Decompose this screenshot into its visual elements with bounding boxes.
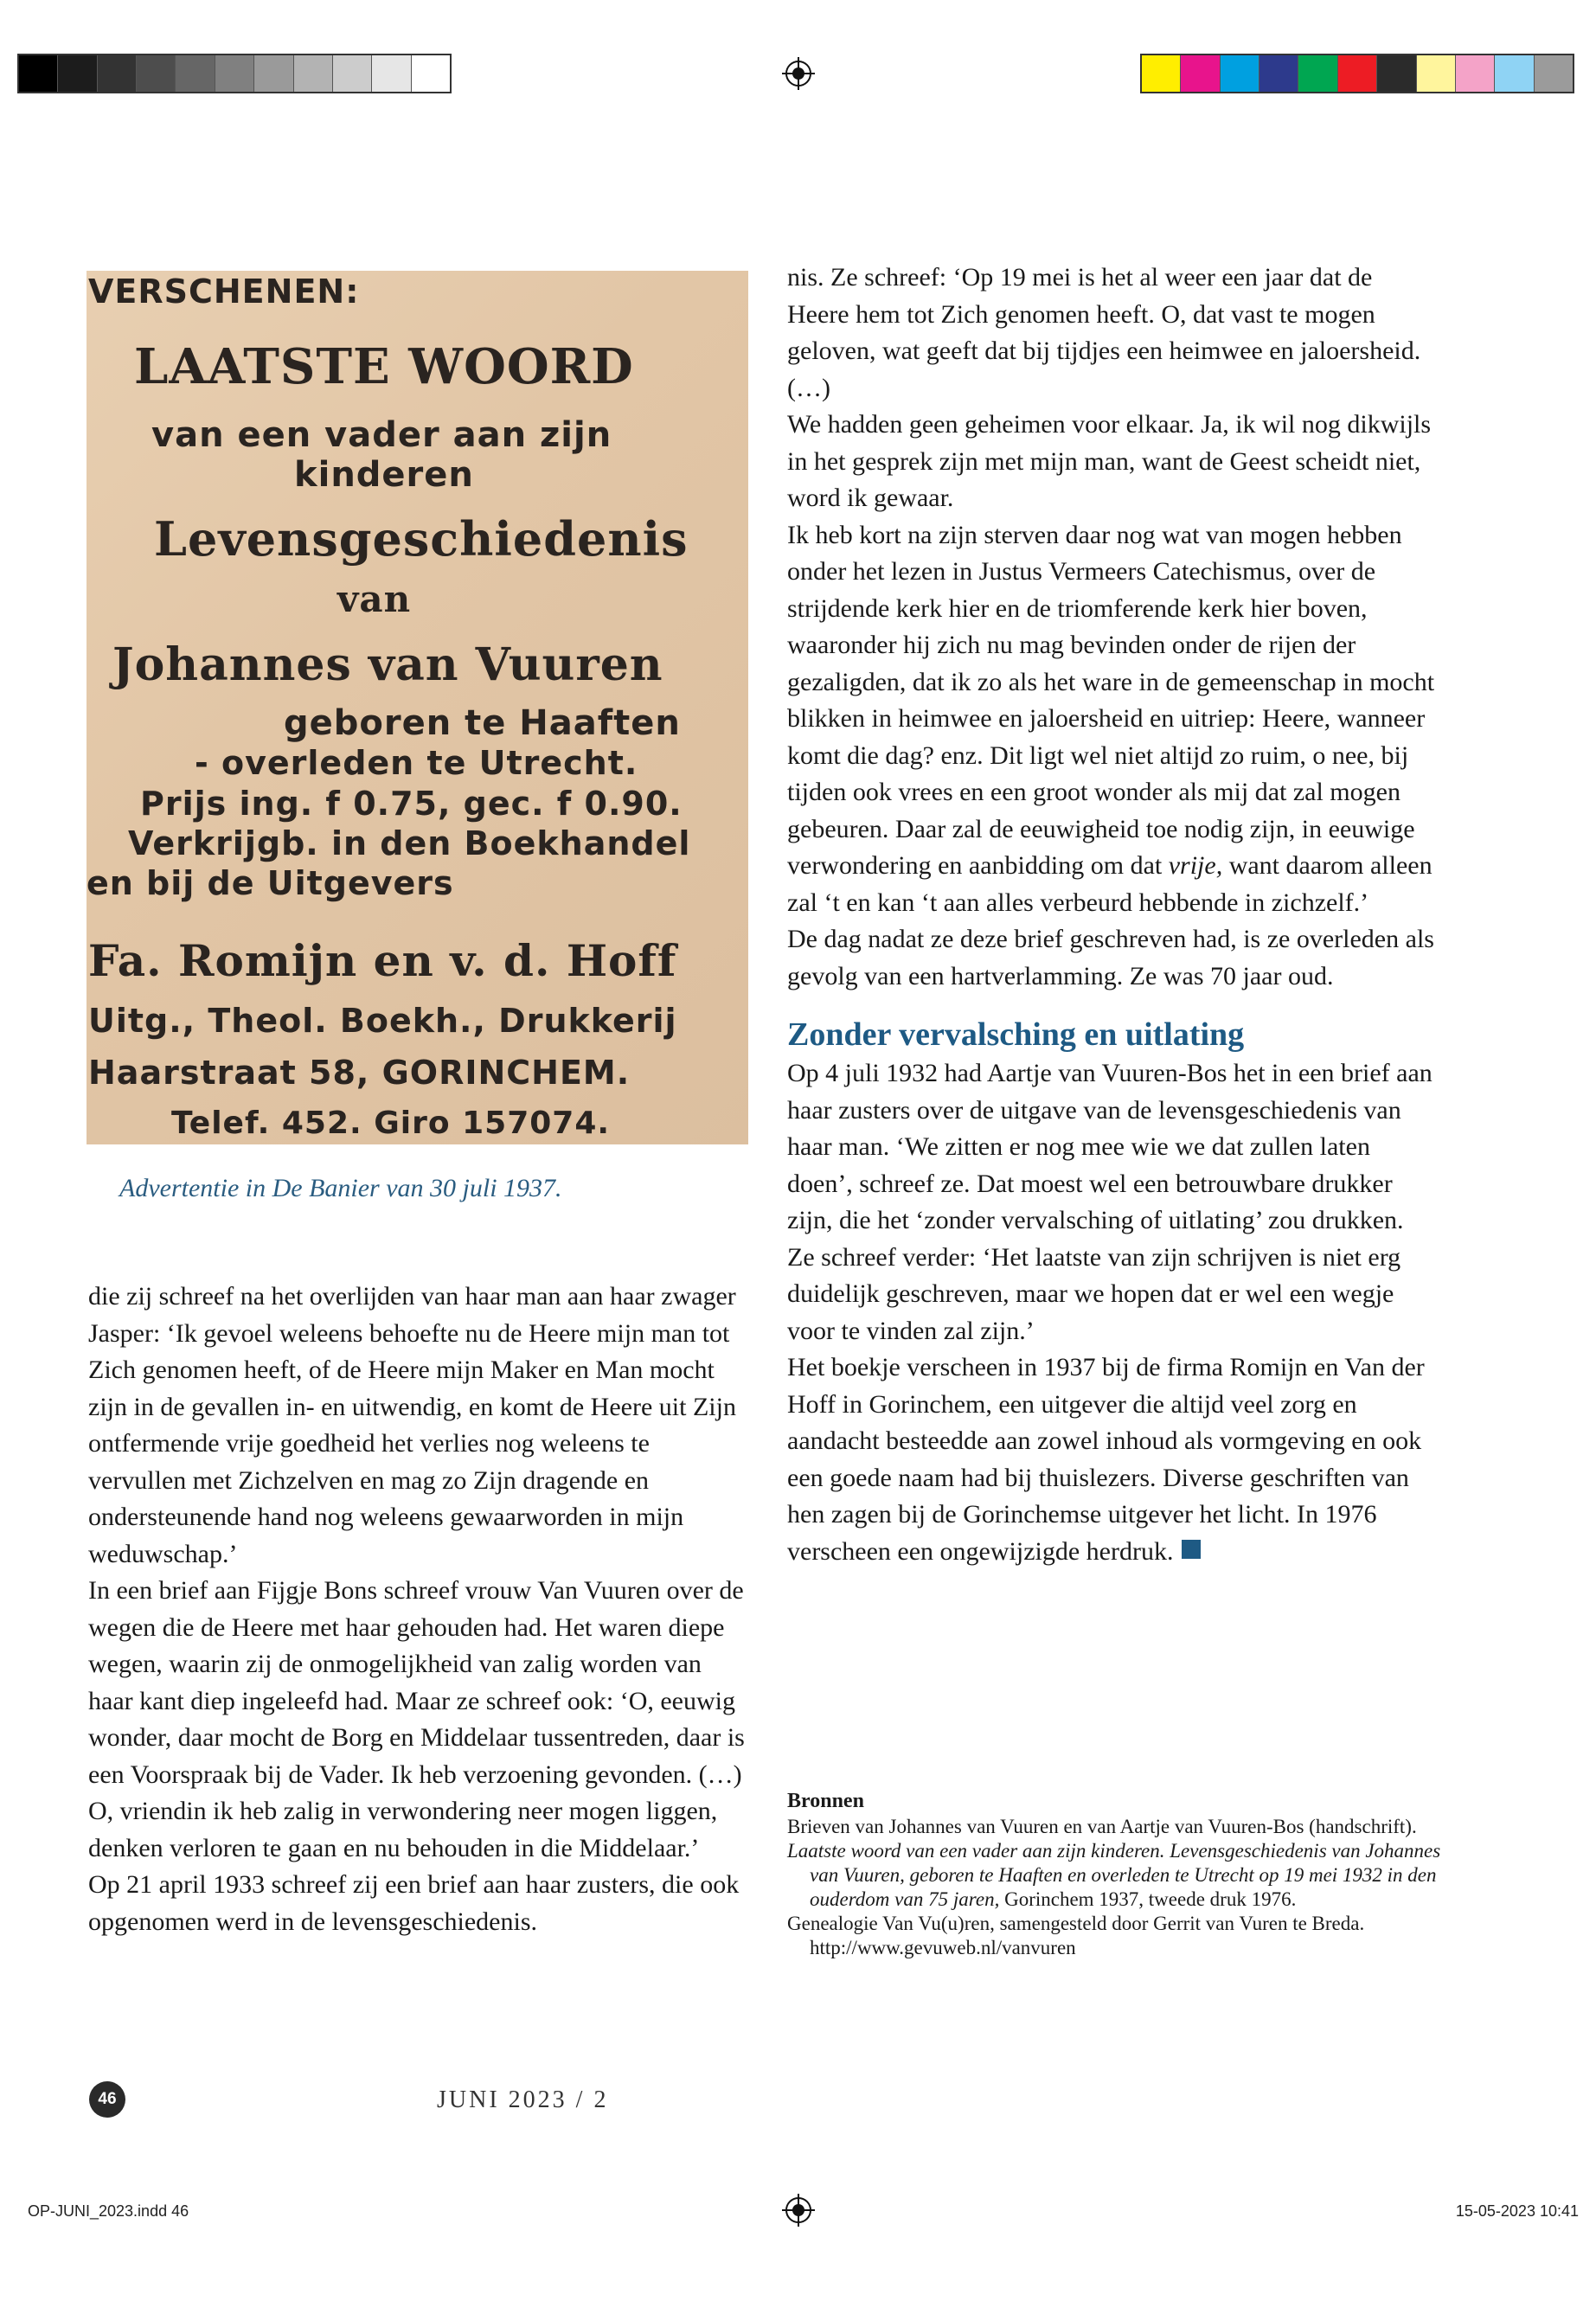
section-heading: Zonder vervalsching en uitlating [787, 1016, 1245, 1053]
gray-swatch [215, 55, 254, 92]
newspaper-advertisement-clipping [87, 271, 748, 1144]
gray-swatch [372, 55, 411, 92]
clip-line: geboren te Haaften [284, 703, 681, 743]
source-entry: Genealogie Van Vu(u)ren, samengesteld door Gerrit van Vuren te Breda. http://www.gevuweb.nl/vanvuren [787, 1913, 1365, 1958]
registration-mark-icon [782, 2194, 815, 2227]
body-paragraph [787, 517, 1436, 922]
clip-line: en bij de Uitgevers [87, 864, 454, 902]
sources-title: Bronnen [787, 1790, 864, 1812]
body-paragraph: nis. Ze schreef: ‘Op 19 mei is het al weer een jaar dat de Heere hem tot Zich genomen heeft. O, dat vast te mogen geloven, wat geeft dat bij tijdjes een heimwee en jaloersheid. (…) [787, 263, 1421, 402]
print-slug-filename: OP-JUNI_2023.indd 46 [28, 2202, 189, 2220]
clip-line: Fa. Romijn en v. d. Hoff [88, 935, 677, 986]
source-entry: Brieven van Johannes van Vuuren en van Aartje van Vuuren-Bos (handschrift). [787, 1816, 1417, 1837]
process-color-bar [1140, 54, 1574, 93]
grayscale-color-bar [17, 54, 452, 93]
clip-line: Verkrijgb. in den Boekhandel [128, 824, 691, 862]
source-details: Gorinchem 1937, tweede druk 1976. [999, 1888, 1297, 1910]
clip-line: Telef. 452. Giro 157074. [171, 1106, 611, 1141]
color-swatch [1377, 55, 1416, 92]
color-swatch [1456, 55, 1495, 92]
clip-line: Johannes van Vuuren [112, 638, 663, 691]
gray-swatch [137, 55, 176, 92]
source-title: Laatste woord van een vader aan zijn kinderen. Levensgeschiedenis van Johannes van Vuuren, geboren te Haaften en overleden te Utrecht op 19 mei 1932 in den ouderdom van 75 jaren, [787, 1840, 1441, 1910]
clip-line: VERSCHENEN: [88, 272, 360, 311]
gray-swatch [19, 55, 58, 92]
left-body-column [88, 1279, 746, 1940]
end-of-article-square-icon [1182, 1540, 1201, 1559]
color-swatch [1181, 55, 1220, 92]
color-swatch [1535, 55, 1573, 92]
italic-word: vrije, [1168, 851, 1223, 880]
gray-swatch [58, 55, 97, 92]
clip-line: Levensgeschiedenis [154, 511, 689, 567]
body-paragraph: We hadden geen geheimen voor elkaar. Ja, ik wil nog dikwijls in het gesprek zijn met mijn man, want de Geest scheidt niet, word ik gewaar. [787, 410, 1432, 512]
body-paragraph: die zij schreef na het overlijden van haar man aan haar zwager Jasper: ‘Ik gevoel weleens behoefte nu de Heere mijn man tot Zich genomen heeft, of de Heere mijn Maker en Man mocht zijn in de gevallen in- en uitwendig, en komt de Heere uit Zijn ontfermende vrije goedheid het verlies nog weleens te vervullen met Zichzelven en mag zo Zijn dragende en ondersteunende hand nog weleens gewaarworden in mijn weduwschap.’ [88, 1282, 736, 1568]
body-paragraph: In een brief aan Fijgje Bons schreef vrouw Van Vuuren over de wegen die de Heere met haar gehouden had. Het waren diepe wegen, waarin zij de onmogelijkheid van zalig worden van haar kant diep ingeleefd had. Maar ze schreef ook: ‘O, eeuwig wonder, daar mocht de Borg en Middelaar tussentreden, daar is een Voorspraak bij de Vader. Ik heb verzoening gevonden. (…) O, vriendin ik heb zalig in verwondering neer mogen liggen, denken verloren te gaan en nu behouden in die Middelaar.’ [88, 1576, 745, 1862]
color-swatch [1142, 55, 1181, 92]
clip-line: Prijs ing. f 0.75, gec. f 0.90. [140, 785, 683, 823]
image-caption: Advertentie in De Banier van 30 juli 1937. [119, 1174, 562, 1202]
print-slug-date: 15-05-2023 10:41 [1455, 2202, 1579, 2220]
clip-line: Haarstraat 58, GORINCHEM. [88, 1054, 631, 1092]
body-paragraph [787, 1349, 1436, 1570]
registration-mark-icon [782, 57, 815, 90]
clip-line: LAATSTE WOORD [134, 338, 634, 395]
right-body-column [787, 260, 1436, 1570]
body-paragraph: Op 21 april 1933 schreef zij een brief aan haar zusters, die ook opgenomen werd in de levensgeschiedenis. [88, 1870, 740, 1936]
gray-swatch [254, 55, 293, 92]
color-swatch [1221, 55, 1259, 92]
body-text: want daarom alleen zal ‘t en kan ‘t aan alles verbeurd hebbende in zichzelf.’ [787, 851, 1433, 917]
body-text: Het boekje verscheen in 1937 bij de firma Romijn en Van der Hoff in Gorinchem, een uitgever die altijd veel zorg en aandacht besteedde aan zowel inhoud als vormgeving en ook een goede naam had bij thuislezers. Diverse geschriften van hen zagen bij de Gorinchemse uitgever het licht. In 1976 verscheen een ongewijzigde herdruk. [787, 1353, 1425, 1566]
clip-line: - overleden te Utrecht. [195, 744, 638, 782]
issue-label: JUNI 2023 / 2 [437, 2086, 609, 2113]
color-swatch [1338, 55, 1377, 92]
gray-swatch [412, 55, 450, 92]
color-swatch [1417, 55, 1456, 92]
body-text: Ik heb kort na zijn sterven daar nog wat van mogen hebben onder het lezen in Justus Vermeers Catechismus, over de strijdende kerk hier en de triomferende kerk hier boven, waaronder hij zich nu mag bevinden onder de rijen der gezaligden, dat ik zo als het ware in de gemeenschap in mocht blikken in heimwee en jaloersheid en uitriep: Heere, wanneer komt die dag? enz. Dit ligt wel niet altijd zo ruim, o nee, bij tijden ook vrees en een groot wonder als mij dat zal mogen gebeuren. Daar zal de eeuwigheid toe nodig zijn, in eeuwige verwondering en aanbidding om dat [787, 520, 1435, 880]
gray-swatch [176, 55, 215, 92]
page-number: 46 [89, 2081, 125, 2118]
gray-swatch [294, 55, 333, 92]
clip-line: van een vader aan zijn [151, 415, 612, 455]
body-paragraph: De dag nadat ze deze brief geschreven had, is ze overleden als gevolg van een hartverlamming. Ze was 70 jaar oud. [787, 925, 1434, 990]
clip-line: van [337, 578, 412, 620]
color-swatch [1259, 55, 1298, 92]
source-entry [787, 1839, 1445, 1912]
sources-block [787, 1789, 1445, 1960]
clip-line: kinderen [294, 455, 474, 495]
color-swatch [1298, 55, 1337, 92]
color-swatch [1495, 55, 1534, 92]
body-paragraph: Op 4 juli 1932 had Aartje van Vuuren-Bos het in een brief aan haar zusters over de uitgave van de levensgeschiedenis van haar man. ‘We zitten er nog mee wie we dat zullen laten doen’, schreef ze. Dat moest wel een betrouwbare drukker zijn, die het ‘zonder vervalsching of uitlating’ zou drukken. Ze schreef verder: ‘Het laatste van zijn schrijven is niet erg duidelijk geschreven, maar we hopen dat er wel een wegje voor te vinden zal zijn.’ [787, 1059, 1433, 1345]
clip-line: Uitg., Theol. Boekh., Drukkerij [88, 1002, 677, 1040]
gray-swatch [98, 55, 137, 92]
gray-swatch [333, 55, 372, 92]
